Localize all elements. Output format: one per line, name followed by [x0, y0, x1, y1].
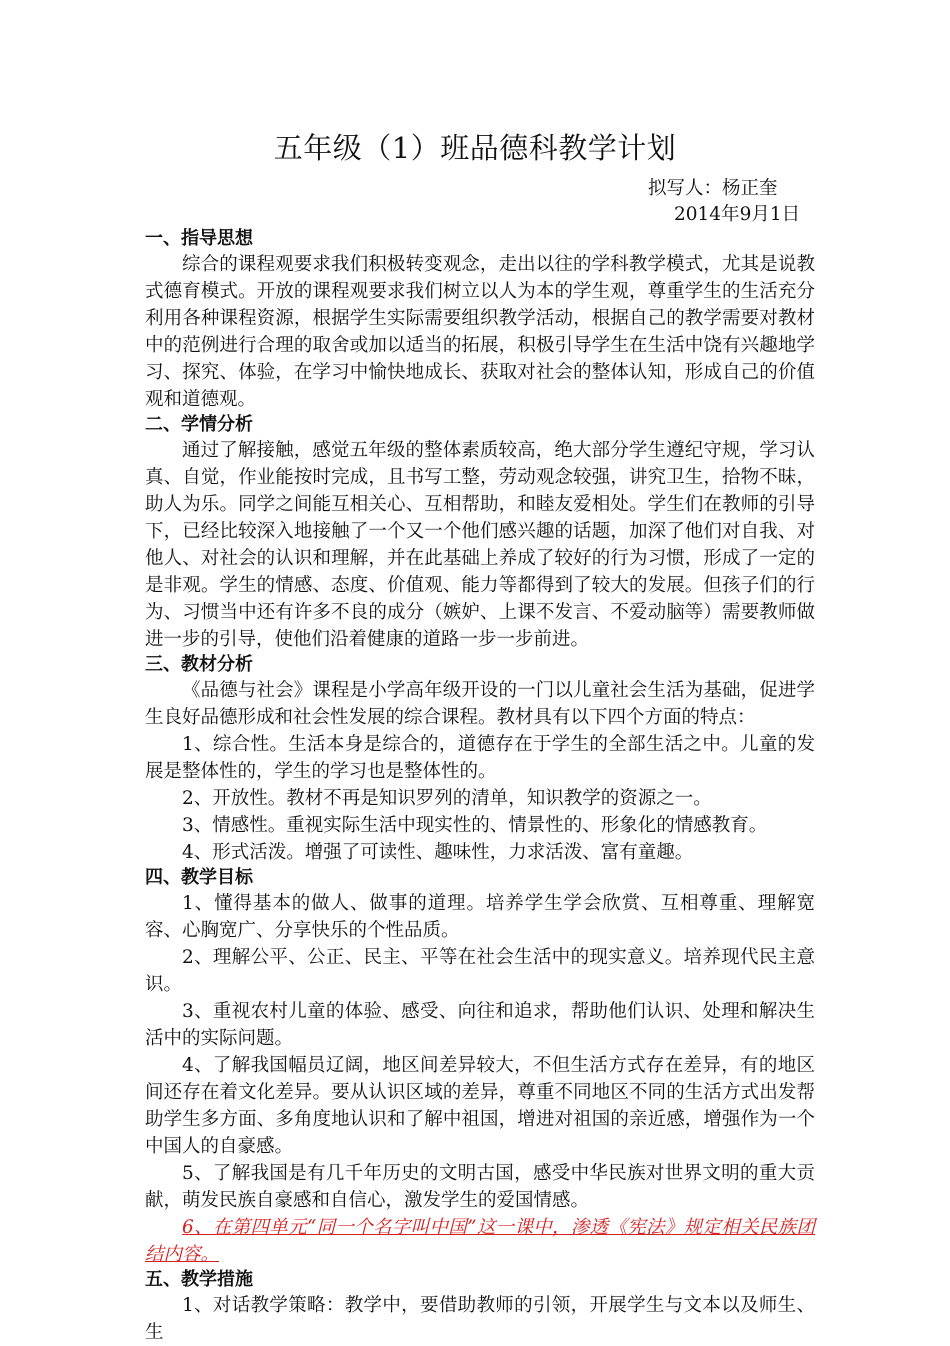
list-item: 4、了解我国幅员辽阔，地区间差异较大，不但生活方式存在差异，有的地区间还存在着文化差异。要从认识区域的差异，尊重不同地区不同的生活方式出发帮助学生多方面、多角度地认识和了解中祖国，增进对祖国的亲近感，增强作为一个中国人的自豪感。	[145, 1055, 815, 1157]
section-heading: 三、教材分析	[145, 654, 253, 675]
author-line: 拟写人：杨正奎	[648, 178, 778, 199]
paragraph: 综合的课程观要求我们积极转变观念，走出以往的学科教学模式，尤其是说教式德育模式。开放的课程观要求我们树立以人为本的学生观，尊重学生的生活充分利用各种课程资源，根据学生实际需要组织教学活动，根据自己的教学需要对教材中的范例进行合理的取舍或加以适当的拓展，积极引导学生在生活中饶有兴趣地学习、探究、体验，在学习中愉快地成长、获取对社会的整体认知，形成自己的价值观和道德观。	[145, 254, 815, 410]
section-heading: 五、教学措施	[145, 1269, 253, 1290]
paragraph: 通过了解接触，感觉五年级的整体素质较高，绝大部分学生遵纪守规，学习认真、自觉，作业能按时完成，且书写工整，劳动观念较强，讲究卫生，拾物不昧，助人为乐。同学之间能互相关心、互相帮助，和睦友爱相处。学生们在教师的引导下，已经比较深入地接触了一个又一个他们感兴趣的话题，加深了他们对自我、对他人、对社会的认识和理解，并在此基础上养成了较好的行为习惯，形成了一定的是非观。学生的情感、态度、价值观、能力等都得到了较大的发展。但孩子们的行为、习惯当中还有许多不良的成分（嫉妒、上课不发言、不爱动脑等）需要教师做进一步的引导，使他们沿着健康的道路一步一步前进。	[145, 440, 815, 650]
list-item: 2、开放性。教材不再是知识罗列的清单，知识教学的资源之一。	[182, 788, 712, 809]
list-item: 1、懂得基本的做人、做事的道理。培养学生学会欣赏、互相尊重、理解宽容、心胸宽广、分享快乐的个性品质。	[145, 893, 815, 941]
list-item: 3、情感性。重视实际生活中现实性的、情景性的、形象化的情感教育。	[182, 815, 768, 836]
list-item: 1、对话教学策略：教学中，要借助教师的引领，开展学生与文本以及师生、生	[145, 1295, 815, 1343]
date-line: 2014年9月1日	[674, 204, 801, 225]
list-item: 5、了解我国是有几千年历史的文明古国，感受中华民族对世界文明的重大贡献，萌发民族自豪感和自信心，激发学生的爱国情感。	[145, 1163, 815, 1211]
list-item: 2、理解公平、公正、民主、平等在社会生活中的现实意义。培养现代民主意识。	[145, 947, 815, 995]
document-body	[145, 227, 815, 1346]
list-item: 3、重视农村儿童的体验、感受、向往和追求，帮助他们认识、处理和解决生活中的实际问题。	[145, 1001, 815, 1049]
highlighted-list-item: 6、在第四单元“同一个名字叫中国”这一课中，渗透《宪法》规定相关民族团结内容。	[145, 1217, 815, 1265]
section-heading: 一、指导思想	[145, 228, 253, 249]
paragraph: 《品德与社会》课程是小学高年级开设的一门以儿童社会生活为基础，促进学生良好品德形成和社会性发展的综合课程。教材具有以下四个方面的特点：	[145, 680, 815, 728]
document-title: 五年级（1）班品德科教学计划	[273, 131, 677, 165]
list-item: 4、形式活泼。增强了可读性、趣味性，力求活泼、富有童趣。	[182, 842, 694, 863]
section-heading: 四、教学目标	[145, 867, 253, 888]
list-item: 1、综合性。生活本身是综合的，道德存在于学生的全部生活之中。儿童的发展是整体性的，学生的学习也是整体性的。	[145, 734, 815, 782]
section-heading: 二、学情分析	[145, 414, 253, 435]
